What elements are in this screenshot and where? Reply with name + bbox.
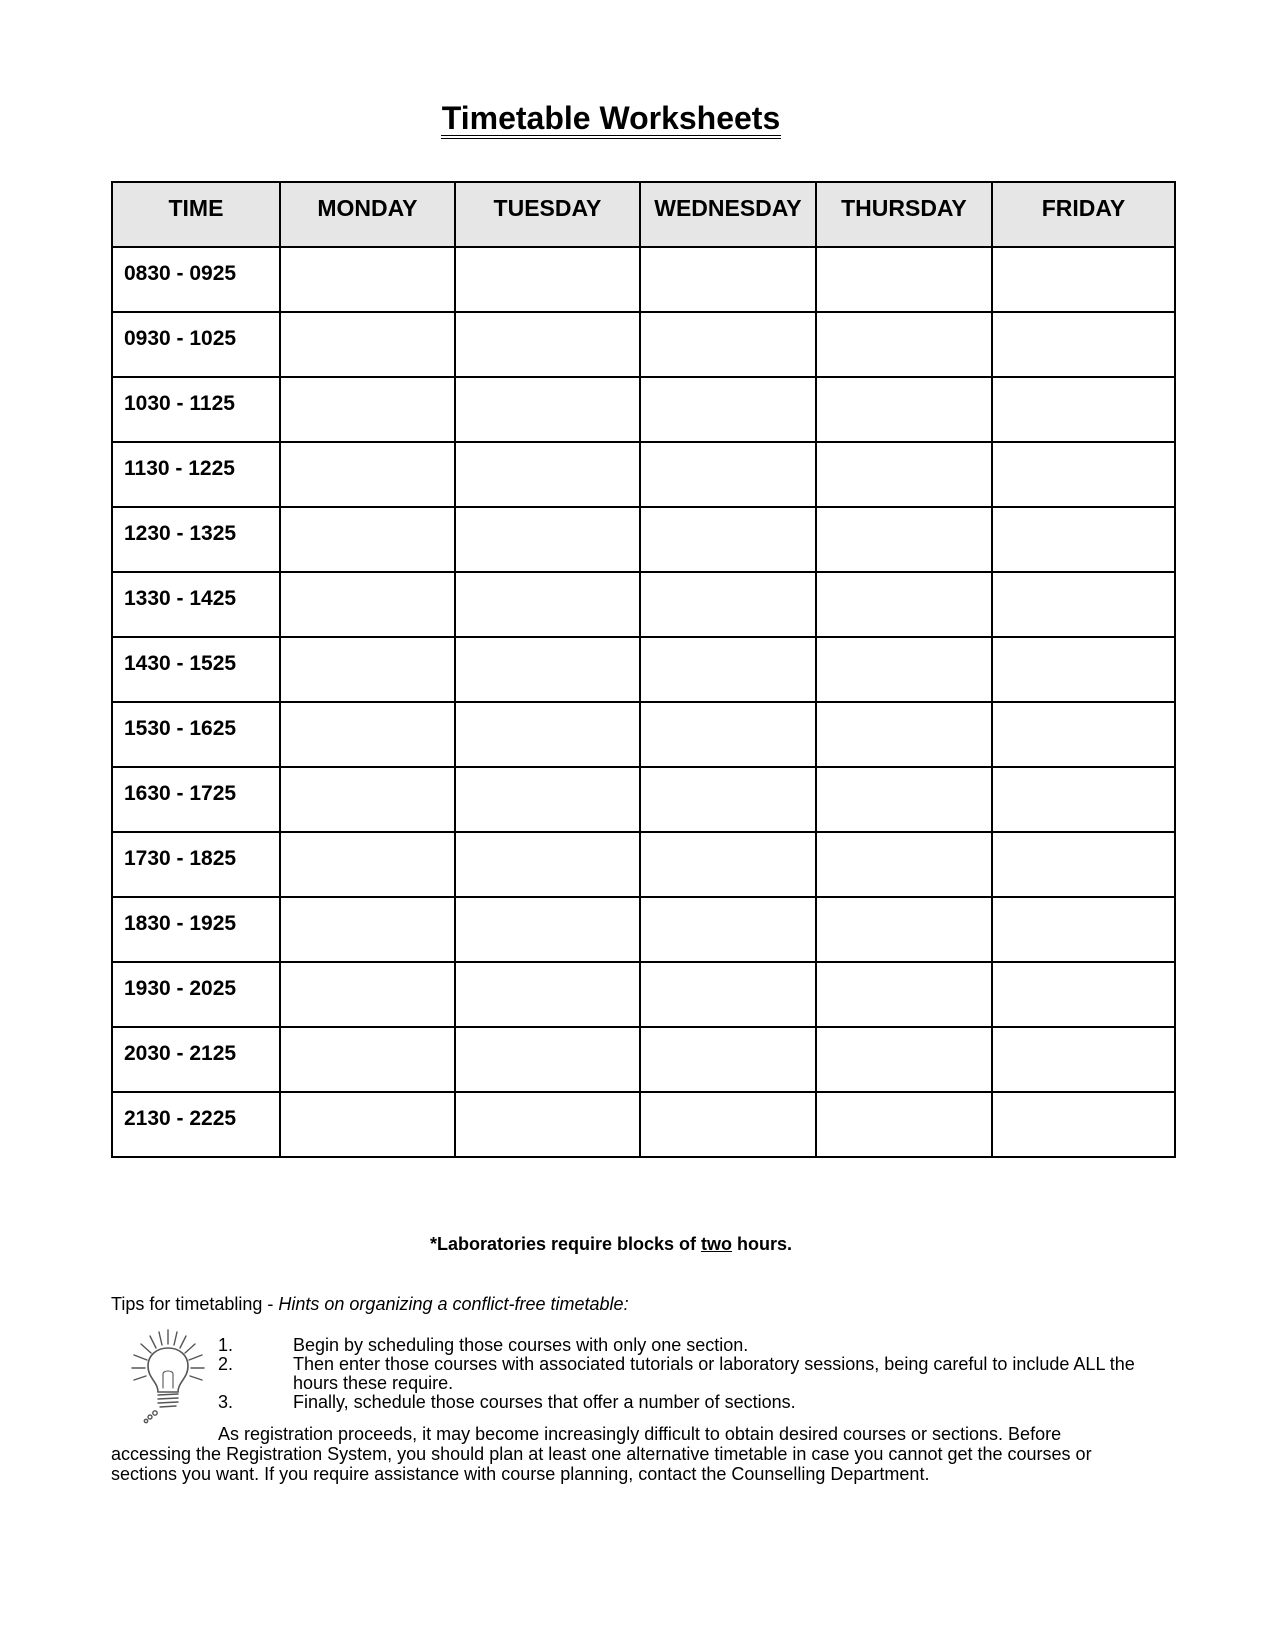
column-header: TUESDAY	[455, 182, 640, 247]
schedule-cell[interactable]	[992, 767, 1175, 832]
list-number: 3.	[218, 1392, 234, 1412]
schedule-cell[interactable]	[640, 767, 816, 832]
table-row	[112, 1027, 1175, 1092]
schedule-cell[interactable]	[992, 1027, 1175, 1092]
tips-heading	[111, 1294, 629, 1315]
schedule-cell[interactable]	[640, 897, 816, 962]
schedule-cell[interactable]	[816, 507, 992, 572]
schedule-cell[interactable]	[455, 767, 640, 832]
schedule-cell[interactable]	[640, 702, 816, 767]
time-slot-label: 2030 - 2125	[112, 1027, 280, 1092]
header-row	[112, 182, 1175, 247]
time-slot-label: 1530 - 1625	[112, 702, 280, 767]
schedule-cell[interactable]	[455, 247, 640, 312]
schedule-cell[interactable]	[640, 962, 816, 1027]
table-row	[112, 702, 1175, 767]
column-header: THURSDAY	[816, 182, 992, 247]
time-slot-label: 1230 - 1325	[112, 507, 280, 572]
schedule-cell[interactable]	[640, 572, 816, 637]
schedule-cell[interactable]	[280, 897, 455, 962]
column-header: WEDNESDAY	[640, 182, 816, 247]
schedule-cell[interactable]	[455, 637, 640, 702]
schedule-cell[interactable]	[640, 312, 816, 377]
timetable-grid	[111, 181, 1176, 1158]
table-row	[112, 897, 1175, 962]
schedule-cell[interactable]	[640, 377, 816, 442]
time-slot-label: 1630 - 1725	[112, 767, 280, 832]
schedule-cell[interactable]	[992, 832, 1175, 897]
schedule-cell[interactable]	[992, 572, 1175, 637]
table-row	[112, 312, 1175, 377]
column-header: FRIDAY	[992, 182, 1175, 247]
schedule-cell[interactable]	[455, 377, 640, 442]
schedule-cell[interactable]	[640, 637, 816, 702]
schedule-cell[interactable]	[992, 312, 1175, 377]
schedule-cell[interactable]	[280, 442, 455, 507]
schedule-cell[interactable]	[992, 507, 1175, 572]
lab-footnote	[0, 1234, 1222, 1255]
schedule-cell[interactable]	[455, 897, 640, 962]
schedule-cell[interactable]	[640, 1027, 816, 1092]
page-title-text: Timetable Worksheets	[441, 101, 782, 139]
list-text: Then enter those courses with associated tutorials or laboratory sessions, being careful to include ALL the hours these require.	[293, 1354, 1135, 1393]
time-slot-label: 1930 - 2025	[112, 962, 280, 1027]
schedule-cell[interactable]	[816, 962, 992, 1027]
footnote-text: *Laboratories require blocks of	[429, 1234, 702, 1254]
schedule-cell[interactable]	[816, 312, 992, 377]
schedule-cell[interactable]	[280, 312, 455, 377]
registration-advice: As registration proceeds, it may become increasingly difficult to obtain desired courses or sections. Before accessing the Registration System, you should plan at least one alternative timetable in case you cannot get the courses or sections you want. If you require assistance with course planning, contact the Counselling Department.	[111, 1424, 1092, 1484]
tips-hint: Hints on organizing a conflict-free timetable:	[278, 1294, 629, 1314]
schedule-cell[interactable]	[280, 247, 455, 312]
table-row	[112, 832, 1175, 897]
schedule-cell[interactable]	[816, 702, 992, 767]
schedule-cell[interactable]	[455, 507, 640, 572]
schedule-cell[interactable]	[280, 637, 455, 702]
schedule-cell[interactable]	[280, 1027, 455, 1092]
time-slot-label: 2130 - 2225	[112, 1092, 280, 1157]
schedule-cell[interactable]	[455, 442, 640, 507]
time-slot-label: 0930 - 1025	[112, 312, 280, 377]
schedule-cell[interactable]	[640, 442, 816, 507]
table-row	[112, 377, 1175, 442]
time-slot-label: 1130 - 1225	[112, 442, 280, 507]
schedule-cell[interactable]	[640, 507, 816, 572]
schedule-cell[interactable]	[280, 702, 455, 767]
schedule-cell[interactable]	[992, 962, 1175, 1027]
schedule-cell[interactable]	[280, 377, 455, 442]
column-header: MONDAY	[280, 182, 455, 247]
schedule-cell[interactable]	[455, 832, 640, 897]
schedule-cell[interactable]	[455, 962, 640, 1027]
footnote-emphasis: two	[701, 1234, 733, 1254]
schedule-cell[interactable]	[455, 1092, 640, 1157]
schedule-cell[interactable]	[280, 767, 455, 832]
schedule-cell[interactable]	[992, 377, 1175, 442]
table-row	[112, 637, 1175, 702]
schedule-cell[interactable]	[280, 832, 455, 897]
table-row	[112, 767, 1175, 832]
list-item	[218, 1336, 1178, 1355]
schedule-cell[interactable]	[992, 247, 1175, 312]
table-row	[112, 1092, 1175, 1157]
list-item	[218, 1393, 1178, 1412]
schedule-cell[interactable]	[816, 442, 992, 507]
schedule-cell[interactable]	[640, 832, 816, 897]
schedule-cell[interactable]	[816, 377, 992, 442]
page-title	[0, 100, 1222, 139]
table-row	[112, 442, 1175, 507]
schedule-cell[interactable]	[816, 1092, 992, 1157]
schedule-cell[interactable]	[816, 247, 992, 312]
schedule-cell[interactable]	[816, 1027, 992, 1092]
schedule-cell[interactable]	[455, 312, 640, 377]
schedule-cell[interactable]	[280, 572, 455, 637]
table-row	[112, 962, 1175, 1027]
schedule-cell[interactable]	[992, 442, 1175, 507]
schedule-cell[interactable]	[455, 702, 640, 767]
list-text: Finally, schedule those courses that offer a number of sections.	[293, 1392, 796, 1412]
list-number: 2.	[218, 1354, 234, 1374]
schedule-cell[interactable]	[455, 572, 640, 637]
schedule-cell[interactable]	[280, 962, 455, 1027]
schedule-cell[interactable]	[816, 767, 992, 832]
schedule-cell[interactable]	[992, 637, 1175, 702]
time-slot-label: 1030 - 1125	[112, 377, 280, 442]
time-slot-label: 0830 - 0925	[112, 247, 280, 312]
footnote-text-end: hours.	[732, 1234, 793, 1254]
schedule-cell[interactable]	[640, 1092, 816, 1157]
schedule-cell[interactable]	[816, 897, 992, 962]
schedule-cell[interactable]	[992, 702, 1175, 767]
list-item	[218, 1355, 1178, 1393]
time-slot-label: 1830 - 1925	[112, 897, 280, 962]
tips-label: Tips for timetabling -	[111, 1294, 279, 1314]
time-slot-label: 1430 - 1525	[112, 637, 280, 702]
schedule-cell[interactable]	[816, 832, 992, 897]
schedule-cell[interactable]	[816, 637, 992, 702]
schedule-cell[interactable]	[816, 572, 992, 637]
lightbulb-icon	[128, 1328, 208, 1426]
schedule-cell[interactable]	[280, 507, 455, 572]
time-slot-label: 1730 - 1825	[112, 832, 280, 897]
schedule-cell[interactable]	[280, 1092, 455, 1157]
schedule-cell[interactable]	[640, 247, 816, 312]
schedule-cell[interactable]	[992, 897, 1175, 962]
tips-list	[218, 1336, 1178, 1412]
column-header: TIME	[112, 182, 280, 247]
list-text: Begin by scheduling those courses with only one section.	[293, 1335, 749, 1355]
table-row	[112, 507, 1175, 572]
table-row	[112, 572, 1175, 637]
schedule-cell[interactable]	[992, 1092, 1175, 1157]
table-row	[112, 247, 1175, 312]
time-slot-label: 1330 - 1425	[112, 572, 280, 637]
schedule-cell[interactable]	[455, 1027, 640, 1092]
list-number: 1.	[218, 1335, 234, 1355]
